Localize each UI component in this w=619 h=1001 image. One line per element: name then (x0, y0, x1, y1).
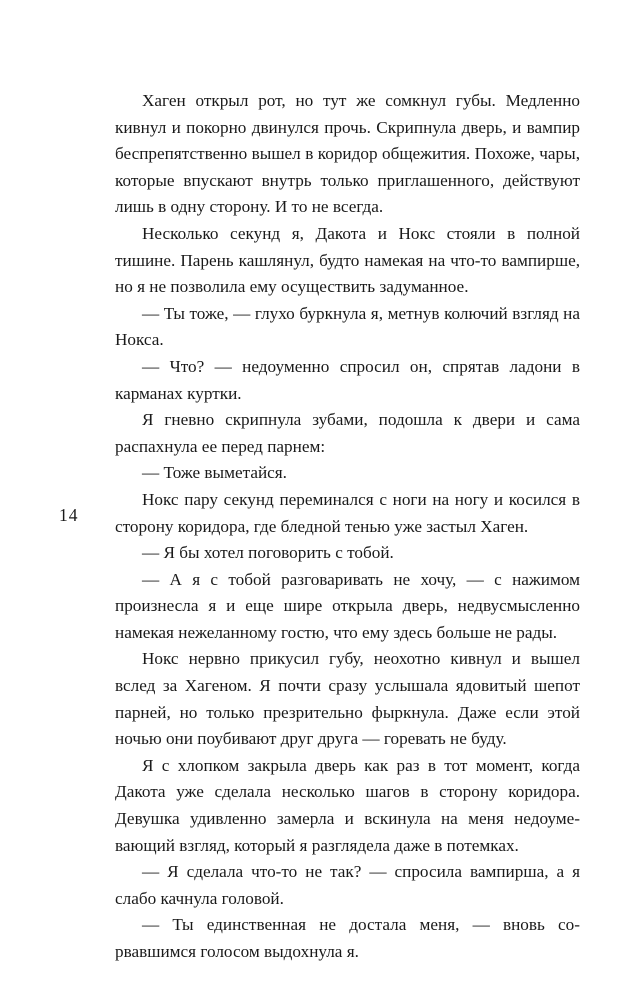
paragraph: — Я бы хотел поговорить с тобой. (142, 543, 394, 563)
paragraph: — Что? — недоуменно спросил он, спрятав ладони в карманах куртки. (115, 356, 580, 403)
paragraph: — Тоже выметайся. (142, 463, 287, 483)
paragraph: — Ты тоже, — глухо буркнула я, метнув колючий взгляд на Нокса. (115, 303, 580, 350)
paragraph: Нокс нервно прикусил губу, неохотно кивнул и вышел вслед за Хагеном. Я почти сразу услышала ядовитый шепот парней, но только презрительно фыркнула. Даже если этой ночью они поубивают друг друга — горевать не буду. (115, 649, 580, 749)
paragraph: Хаген открыл рот, но тут же сомкнул губы. Медленно кивнул и покорно двинулся прочь. Скрипнула дверь, и вампир беспрепятственно вышел в коридор общежития. Похоже, чары, которые впускают внутрь только приглашенного, действуют лишь в одну сторону. И то не всегда. (115, 91, 580, 217)
body-text (115, 88, 580, 966)
paragraph: Несколько секунд я, Дакота и Нокс стояли в полной тишине. Парень кашлянул, будто намекая на что-то вампирше, но я не позволила ему осуществить задуманное. (115, 223, 580, 297)
paragraph: — Ты единственная не достала меня, — вновь сорвавшимся голосом выдохнула я. (115, 915, 580, 961)
paragraph: — А я с тобой разговаривать не хочу, — с нажимом произнесла я и еще шире открыла дверь, недвусмысленно намекая нежеланному гостю, что ему здесь больше не рады. (115, 569, 580, 642)
paragraph: Нокс пару секунд переминался с ноги на ногу и косился в сторону коридора, где бледной тенью уже застыл Хаген. (115, 489, 580, 536)
paragraph: Я гневно скрипнула зубами, подошла к двери и сама распахнула ее перед парнем: (115, 410, 580, 456)
paragraph: — Я сделала что-то не так? — спросила вампирша, а я слабо качнула головой. (115, 862, 580, 908)
page-number: 14 (59, 505, 79, 525)
paragraph: Я с хлопком закрыла дверь как раз в тот момент, когда Дакота уже сделала несколько шагов в сторону коридора. Девушка удивленно замерла и вскинула на меня недоумевающий взгляд, который я разглядела даже в потемках. (115, 755, 580, 855)
